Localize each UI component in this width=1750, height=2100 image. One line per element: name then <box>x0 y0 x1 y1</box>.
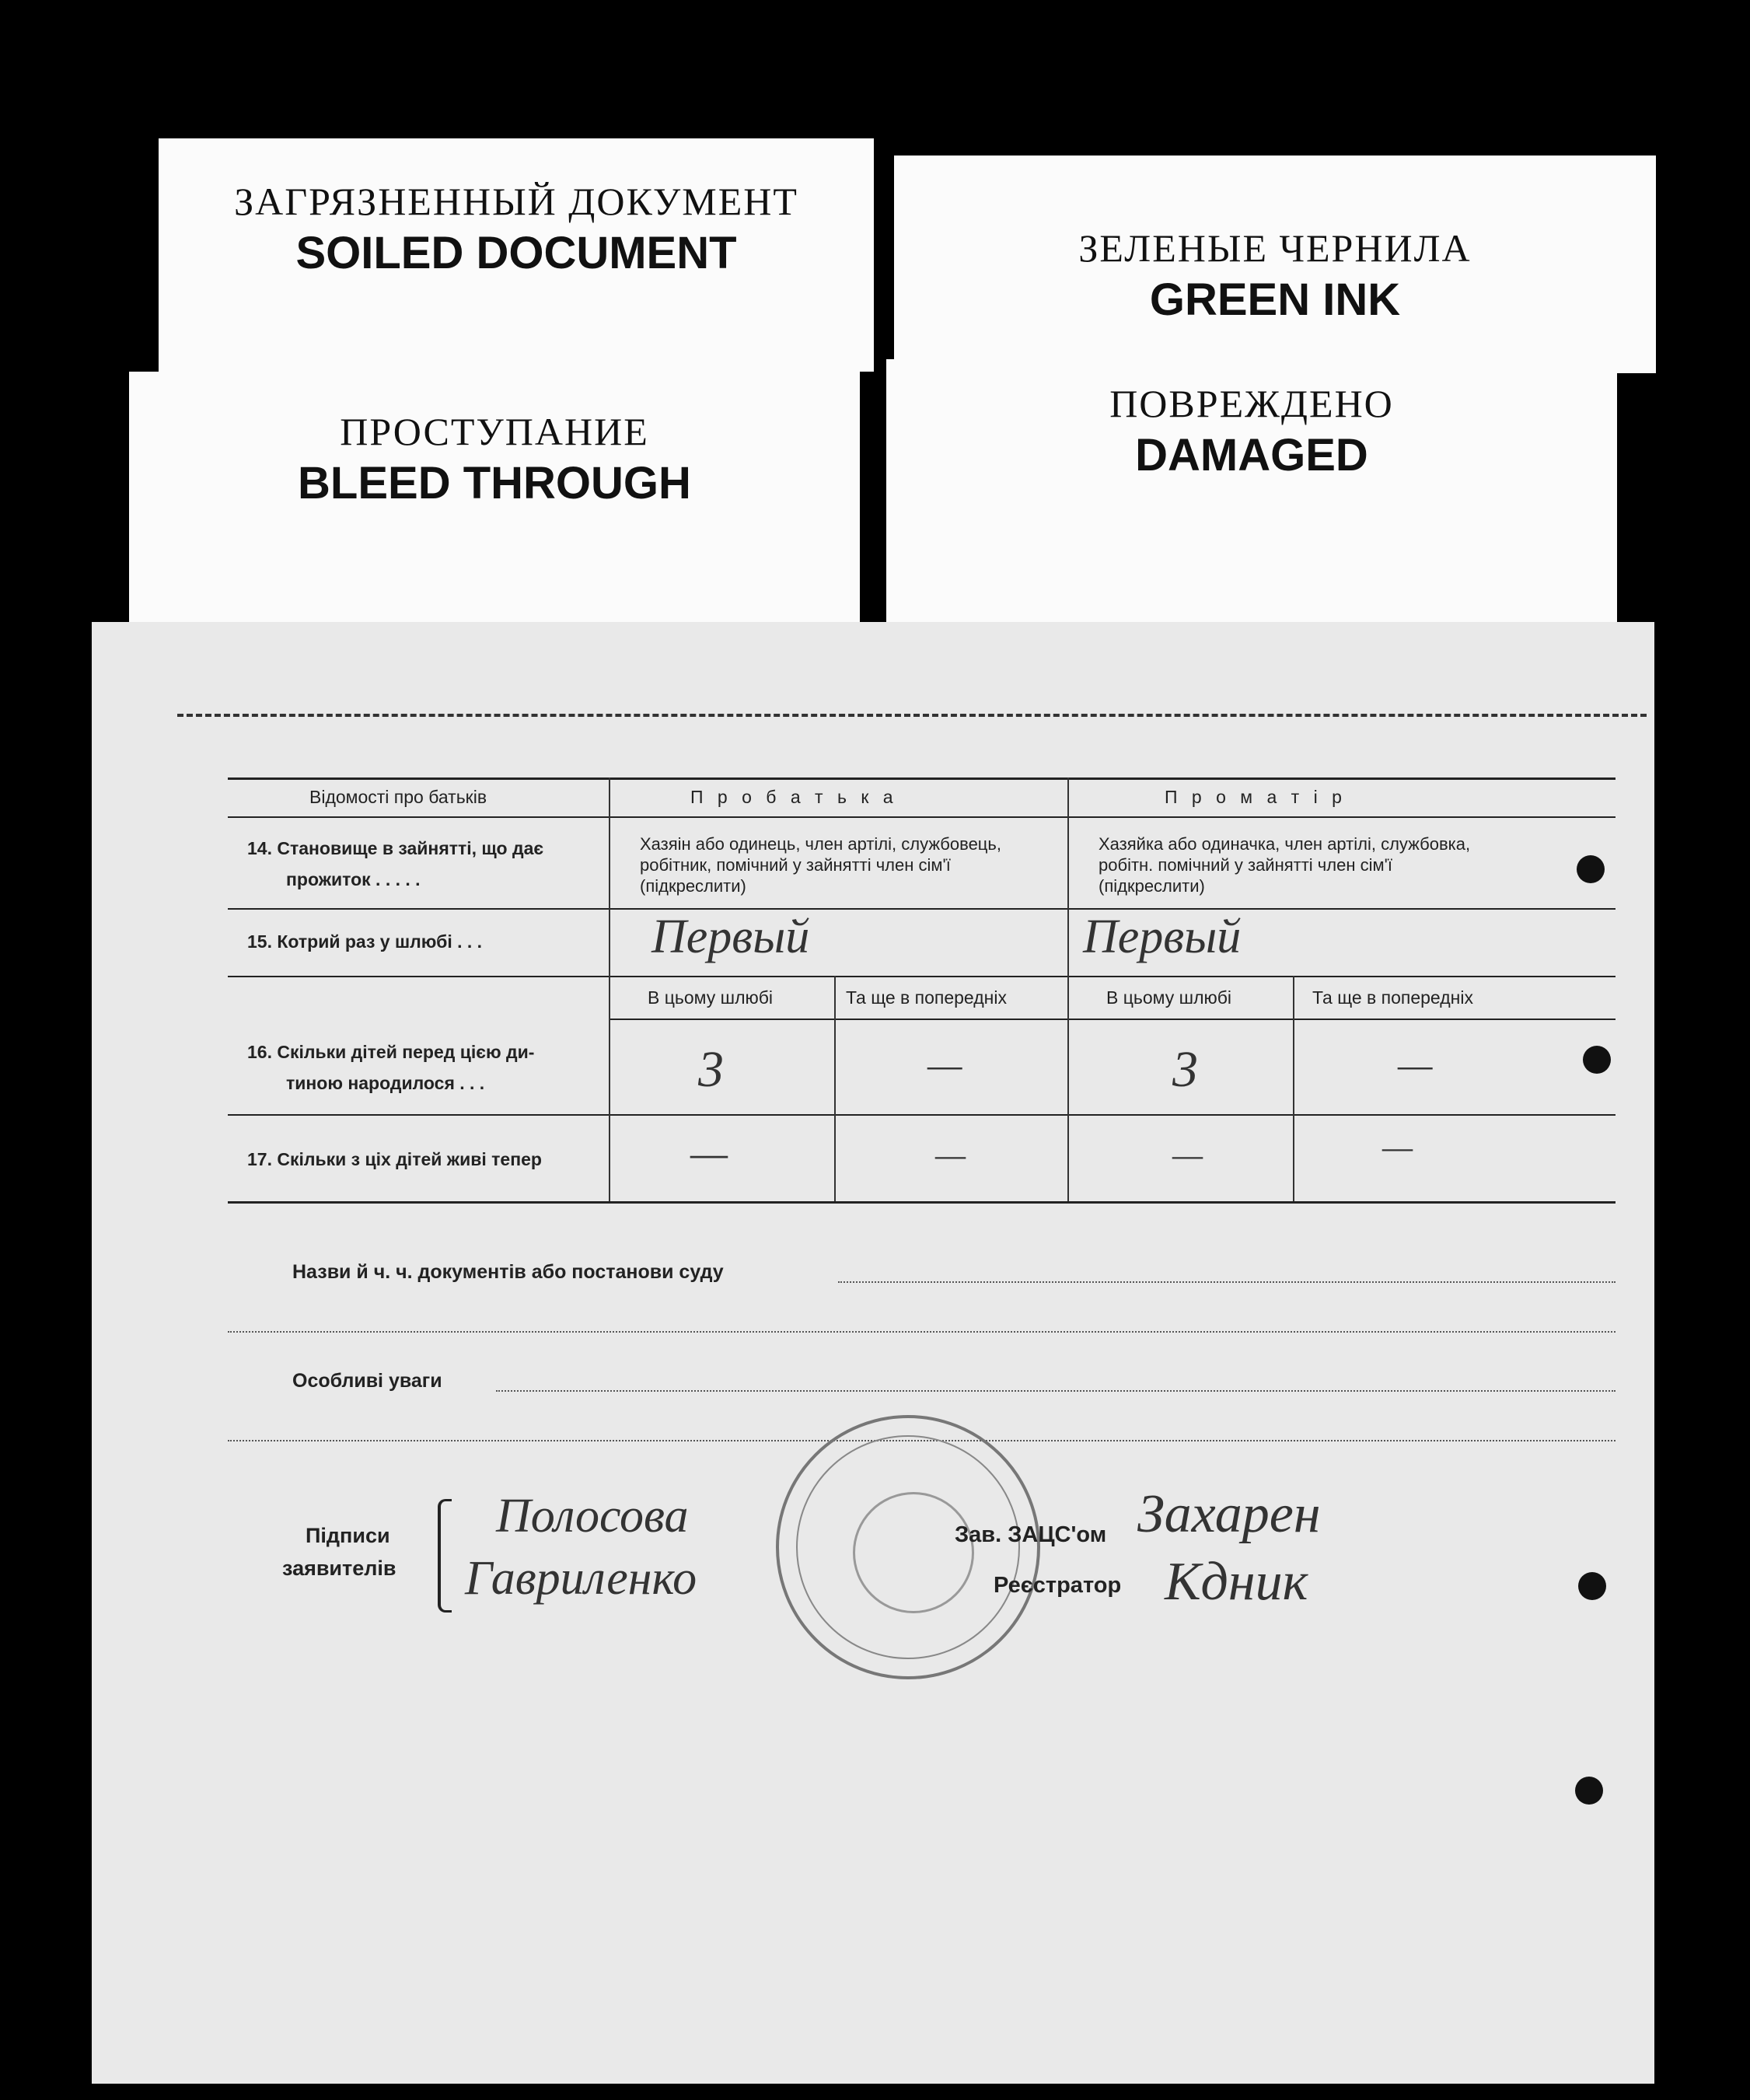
signature-bracket <box>438 1499 452 1613</box>
green-ink-en-label: GREEN INK <box>1149 274 1401 325</box>
damaged-card <box>886 359 1617 631</box>
punch-hole <box>1583 1046 1611 1074</box>
form-sheet <box>92 622 1654 2084</box>
header-father: П р о б а т ь к а <box>690 787 898 807</box>
row17-father-this: — <box>690 1130 728 1176</box>
row14-label: 14. Становище в зайнятті, що дає <box>247 838 544 858</box>
top-dashed-line <box>177 714 1647 717</box>
father-previous-header: Та ще в попередніх <box>846 987 1007 1008</box>
soiled-document-card <box>159 138 874 372</box>
bleed-en-label: BLEED THROUGH <box>298 458 691 508</box>
applicants-label: заявителів <box>282 1557 396 1580</box>
row16-label: 16. Скільки дітей перед цією ди- <box>247 1042 535 1062</box>
mother-previous-header: Та ще в попередніх <box>1312 987 1473 1008</box>
damaged-en-label: DAMAGED <box>1135 430 1368 480</box>
head-zags-signature: Захарен <box>1137 1484 1321 1544</box>
green-ink-card <box>894 155 1656 373</box>
row16-mother-prev: — <box>1398 1043 1433 1086</box>
bleed-ru-label: ПРОСТУПАНИЕ <box>340 410 649 453</box>
row14-mother-options: Хазяйка або одиначка, член артілі, службовка, робітн. помічний у зайнятті член сім'ї (підкреслити) <box>1099 834 1471 896</box>
row15-label: 15. Котрий раз у шлюбі . . . <box>247 931 483 952</box>
green-ink-ru-label: ЗЕЛЕНЫЕ ЧЕРНИЛА <box>1078 226 1472 270</box>
row15-mother-handwriting: Первый <box>1083 910 1242 963</box>
applicant1-signature: Полосова <box>496 1490 689 1543</box>
row17-mother-this: — <box>1172 1136 1203 1174</box>
row15-father-handwriting: Первый <box>651 910 810 963</box>
row17-father-prev: — <box>935 1136 966 1174</box>
row16-mother-this: 3 <box>1172 1041 1198 1098</box>
mother-this-marriage-header: В цьому шлюбі <box>1106 987 1232 1008</box>
father-this-marriage-header: В цьому шлюбі <box>648 987 774 1008</box>
punch-hole <box>1577 855 1605 883</box>
documents-label: Назви й ч. ч. документів або постанови суду <box>292 1261 724 1283</box>
punch-hole <box>1575 1777 1603 1805</box>
head-zags-label: Зав. ЗАЦС'ом <box>955 1522 1107 1547</box>
applicant2-signature: Гавриленко <box>465 1552 697 1605</box>
row16-father-this: 3 <box>698 1041 724 1098</box>
row16-label-cont: тиною народилося . . . <box>286 1073 485 1093</box>
row16-father-prev: — <box>927 1043 962 1086</box>
soiled-en-label: SOILED DOCUMENT <box>295 228 737 278</box>
bleed-through-card <box>129 372 860 636</box>
signatures-label: Підписи <box>306 1524 390 1547</box>
row14-father-options: Хазяін або одинець, член артілі, службовець, робітник, помічний у зайнятті член сім'ї (підкреслити) <box>640 834 1001 896</box>
registrar-signature: Кдник <box>1165 1552 1308 1612</box>
row17-mother-prev: — <box>1382 1128 1413 1166</box>
registrar-label: Реєстратор <box>994 1573 1122 1598</box>
soiled-ru-label: ЗАГРЯЗНЕННЫЙ ДОКУМЕНТ <box>234 180 798 223</box>
row14-label-cont: прожиток . . . . . <box>286 869 421 889</box>
punch-hole <box>1578 1572 1606 1600</box>
row17-label: 17. Скільки з ціх дітей живі тепер <box>247 1149 542 1169</box>
remarks-label: Особливі уваги <box>292 1370 442 1392</box>
header-parents-info: Відомості про батьків <box>309 787 487 807</box>
header-mother: П р о м а т і р <box>1165 787 1347 807</box>
damaged-ru-label: ПОВРЕЖДЕНО <box>1109 382 1394 425</box>
